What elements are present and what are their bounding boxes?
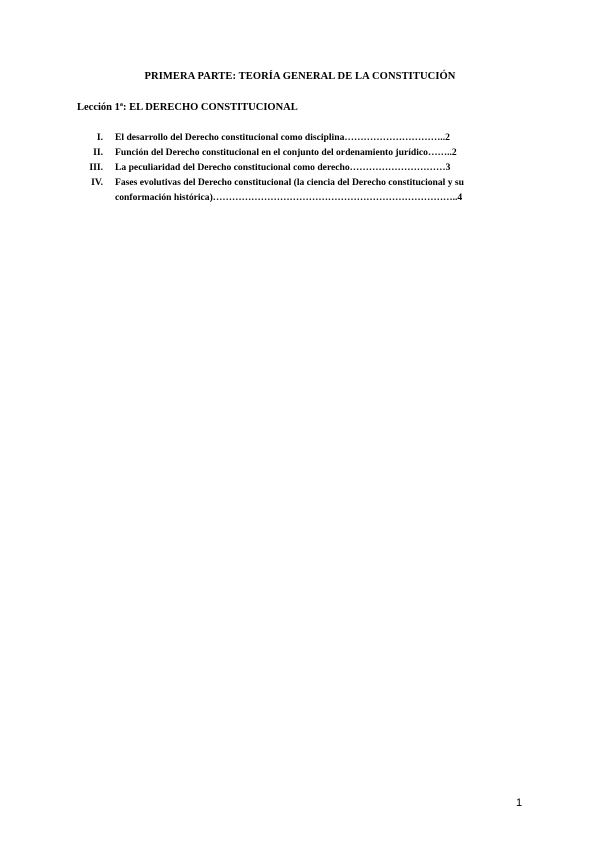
toc-entry-3 bbox=[77, 160, 517, 175]
toc-entry-number: IV. bbox=[91, 177, 103, 188]
page-number: 1 bbox=[516, 797, 523, 809]
toc-entry-text: El desarrollo del Derecho constitucional como disciplina…………………………..2 bbox=[115, 132, 450, 143]
toc-entry-number: II. bbox=[93, 147, 103, 158]
toc-entry-number: I. bbox=[96, 132, 103, 143]
toc-entry-number: III. bbox=[89, 162, 103, 173]
lesson-title: Lección 1ª: EL DERECHO CONSTITUCIONAL bbox=[77, 102, 298, 113]
toc-entry-1 bbox=[77, 130, 517, 145]
toc-entry-text: Fases evolutivas del Derecho constitucional (la ciencia del Derecho constitucional y su conformación histórica)…………………………………………………………………..4 bbox=[115, 177, 464, 203]
toc-entry-2 bbox=[77, 145, 517, 160]
part-title: PRIMERA PARTE: TEORÍA GENERAL DE LA CONSTITUCIÓN bbox=[144, 71, 456, 82]
toc-entry-text: La peculiaridad del Derecho constitucional como derecho…………………………3 bbox=[115, 162, 451, 173]
toc-entry-4 bbox=[77, 175, 517, 205]
table-of-contents bbox=[77, 130, 517, 205]
toc-entry-text: Función del Derecho constitucional en el conjunto del ordenamiento jurídico……..2 bbox=[115, 147, 457, 158]
